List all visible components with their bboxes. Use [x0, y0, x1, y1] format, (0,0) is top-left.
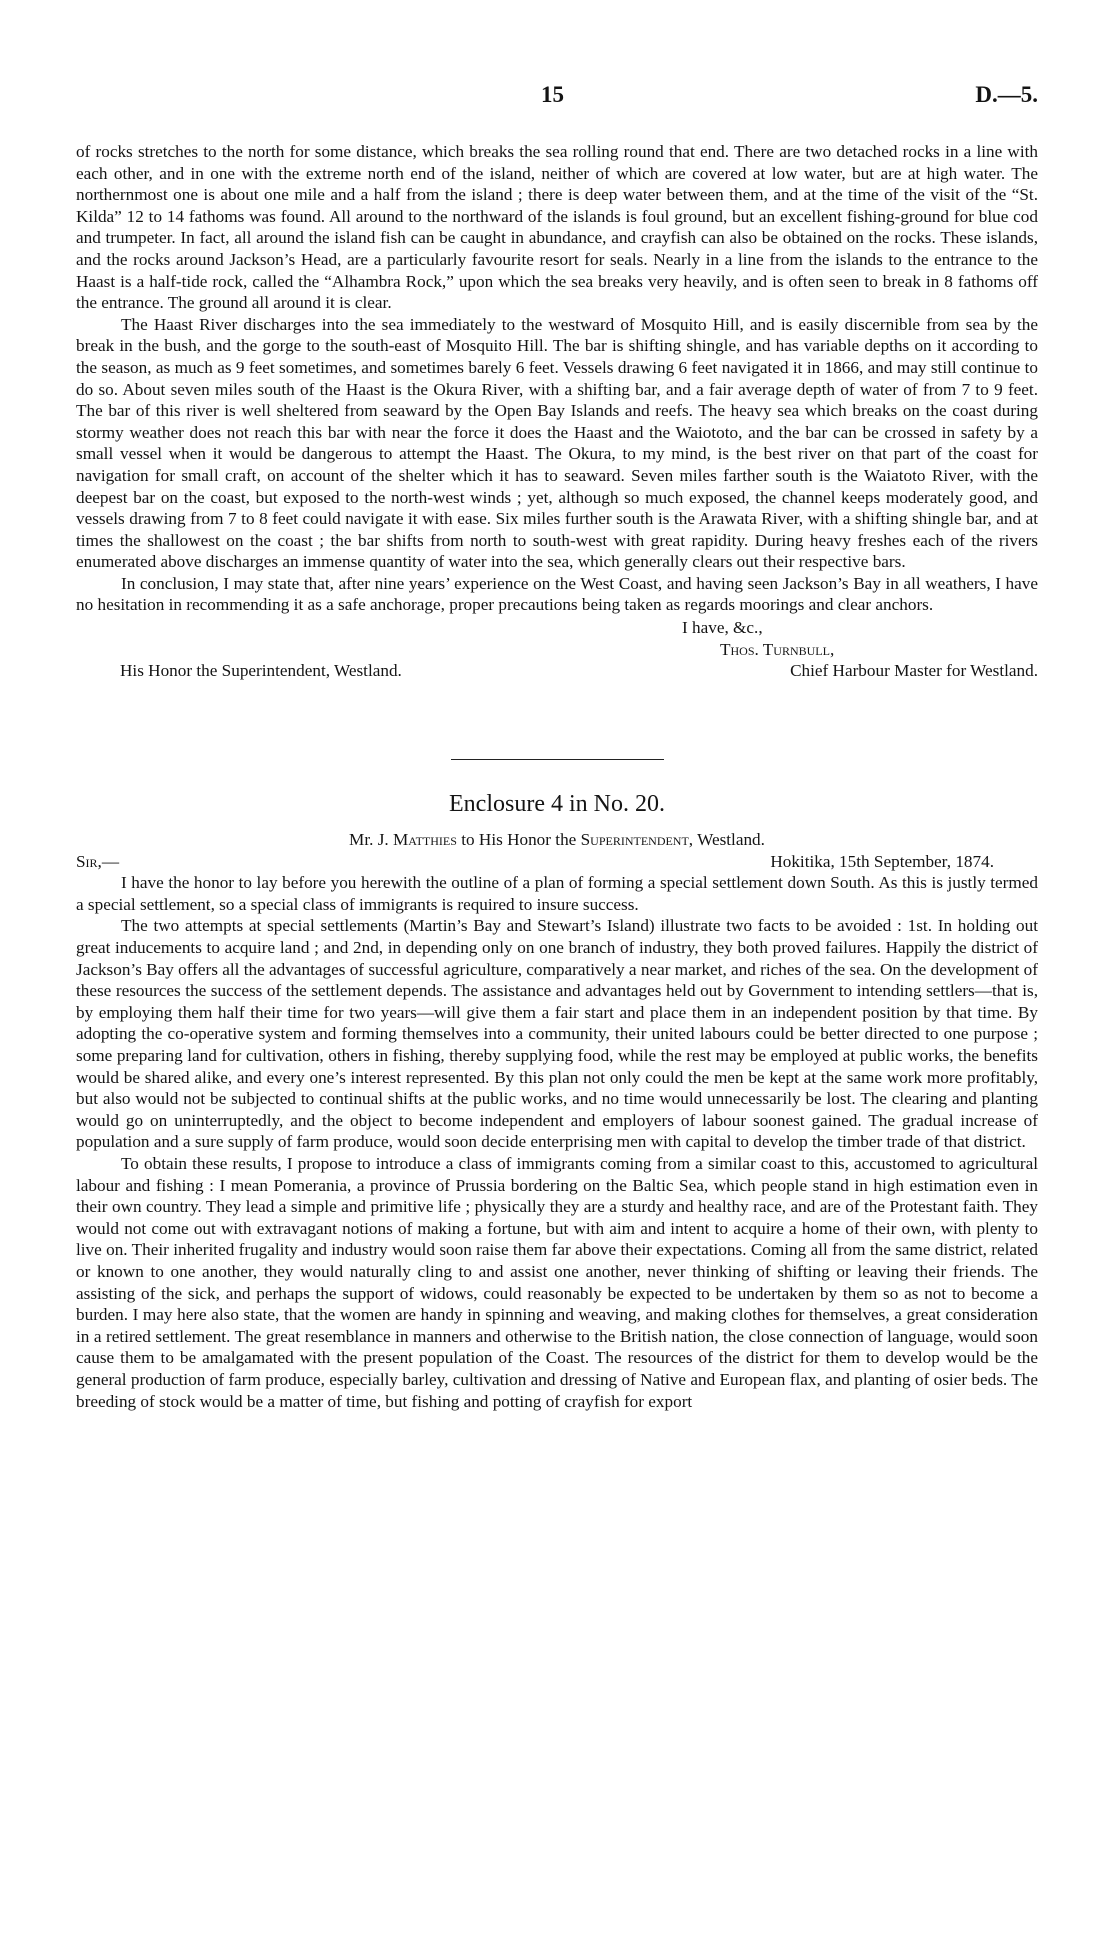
signer-title: Chief Harbour Master for Westland. [790, 661, 1038, 681]
salutation: Sir,— [76, 851, 120, 871]
paragraph: The two attempts at special settlements (Martin’s Bay and Stewart’s Island) illustrate two facts to be avoided : 1st. In holding out great inducements to acquire land ; and 2nd, in depending only on one branch of industry, they both proved failures. Happily the district of Jackson’s Bay offers all the advantages of successful agriculture, comparatively a near market, and riches of the sea. On the development of these resources the success of the settlement depends. The assistance and advantages held out by Government to intending settlers—that is, by employing them half their time for two years—will give them a fair start and place them in an independent position by that time. By adopting the co-operative system and forming themselves into a community, their united labours could be better directed to one purpose ; some preparing land for cultivation, others in fishing, thereby supplying food, while the rest may be employed at public works, the benefits would be shared alike, and every one’s interest represented. By this plan not only could the men be kept at the same work more profitably, but also would not be subjected to continual shifts at the public works, and no time would unnecessarily be lost. The clearing and planting would go on uninterruptedly, and the object to become independent and employers of labour soonest gained. The gradual increase of population and a sure supply of farm produce, would soon decide enterprising men with capital to develop the timber trade of that district. [76, 916, 1038, 1152]
address-to: Superintendent, [580, 830, 694, 850]
paragraph: To obtain these results, I propose to introduce a class of immigrants coming from a similar coast to this, accustomed to agricultural labour and fishing : I mean Pomerania, a province of Prussia bordering on the Baltic Sea, which people stand in high estimation even in their own country. They lead a simple and primitive life ; physically they are a sturdy and healthy race, and are of the Protestant faith. They would not come out with extravagant notions of making a fortune, but with aim and intent to acquire a home of their own, with plenty to live on. Their inherited frugality and industry would soon raise them far above their expectations. Coming all from the same district, related or known to one another, they would naturally cling to and assist one another, never thinking of shifting or leaving their friends. The assisting of the sick, and perhaps the support of widows, could reasonably be expected to be undertaken by them so as not to become a burden. I may here also state, that the women are handy in spinning and weaving, and making clothes for themselves, a great consideration in a retired settlement. The great resemblance in manners and otherwise to the British nation, the close connection of language, would soon cause them to be amalgamated with the present population of the Coast. The resources of the district for them to develop would be the general production of farm produce, especially barley, cultivation and dressing of Native and European flax, and planting of osier beds. The breeding of stock would be a matter of time, but fishing and potting of crayfish for export [76, 1153, 1038, 1411]
paragraph: I have the honor to lay before you herewith the outline of a plan of forming a special settlement down South. As this is justly termed a special settlement, so a special class of immigrants is required to insure success. [76, 873, 1038, 914]
document-reference: D.—5. [975, 82, 1038, 107]
paragraph: In conclusion, I may state that, after nine years’ experience on the West Coast, and having seen Jackson’s Bay in all weathers, I have no hesitation in recommending it as a safe anchorage, proper precautions being taken as regards moorings and clear anchors. [76, 573, 1038, 615]
address-suffix: Westland. [697, 830, 765, 850]
page-header [0, 82, 1114, 112]
closing-line: I have, &c., [682, 618, 763, 638]
signature: Thos. Turnbull, [720, 640, 835, 660]
enclosure-letter [76, 789, 1038, 1412]
letter-address [76, 829, 1038, 851]
section-divider [451, 759, 664, 760]
harbour-master-letter [76, 141, 1038, 709]
enclosure-title: Enclosure 4 in No. 20. [449, 791, 665, 818]
paragraph: of rocks stretches to the north for some distance, which breaks the sea rolling round that end. There are two detached rocks in a line with each other, and in one with the extreme north end of the island, neither of which are covered at low water, but are at high water. The northernmost one is about one mile and a half from the island ; there is deep water between them, and at the time of the visit of the “St. Kilda” 12 to 14 fathoms was found. All around to the northward of the islands is foul ground, but an excellent fishing-ground for blue cod and trumpeter. In fact, all around the island fish can be caught in abundance, and crayfish can also be obtained on the rocks. These islands, and the rocks around Jackson’s Head, are a particularly favourite resort for seals. Nearly in a line from the islands to the entrance to the Haast is a half-tide rock, called the “Alhambra Rock,” upon which the sea breaks very heavily, and is often seen to break in 8 fathoms off the entrance. The ground all around it is clear. [76, 142, 1038, 313]
page-number: 15 [541, 82, 564, 107]
document-body [76, 141, 1038, 1412]
place-date: Hokitika, 15th September, 1874. [770, 851, 994, 871]
address-mid: to His Honor the [461, 830, 577, 850]
paragraph: The Haast River discharges into the sea immediately to the westward of Mosquito Hill, and is easily discernible from sea by the break in the bush, and the gorge to the south-east of Mosquito Hill. The bar is shifting shingle, and has variable depths on it according to the season, as much as 9 feet sometimes, and sometimes barely 6 feet. Vessels drawing 6 feet navigated it in 1866, and may still continue to do so. About seven miles south of the Haast is the Okura River, with a shifting bar, and a fair average depth of water of from 7 to 9 feet. The bar of this river is well sheltered from seaward by the Open Bay Islands and reefs. The heavy sea which breaks on the coast during stormy weather does not reach this bar with near the force it does the Haast and the Waiototo, and the bar can be crossed in safety by a small vessel when it would be dangerous to attempt the Haast. The Okura, to my mind, is the best river on that part of the coast for navigation for small craft, on account of the shelter which it has to seaward. Seven miles farther south is the Waiatoto River, with the deepest bar on the coast, but exposed to the north-west winds ; yet, although so much exposed, the channel keeps moderately good, and vessels drawing from 7 to 8 feet could navigate it with ease. Six miles further south is the Arawata River, with a shifting shingle bar, and at times the shallowest on the coast ; the bar shifts from north to south-west with great rapidity. During heavy freshes each of the rivers enumerated above discharges an immense quantity of water into the sea, which generally clears out their respective bars. [76, 314, 1038, 572]
address-prefix: Mr. J. [349, 830, 389, 850]
address-from: Matthies [392, 830, 457, 850]
salutation-line [76, 851, 1038, 873]
addressee: His Honor the Superintendent, Westland. [120, 661, 402, 681]
letter-signoff [76, 617, 1038, 709]
